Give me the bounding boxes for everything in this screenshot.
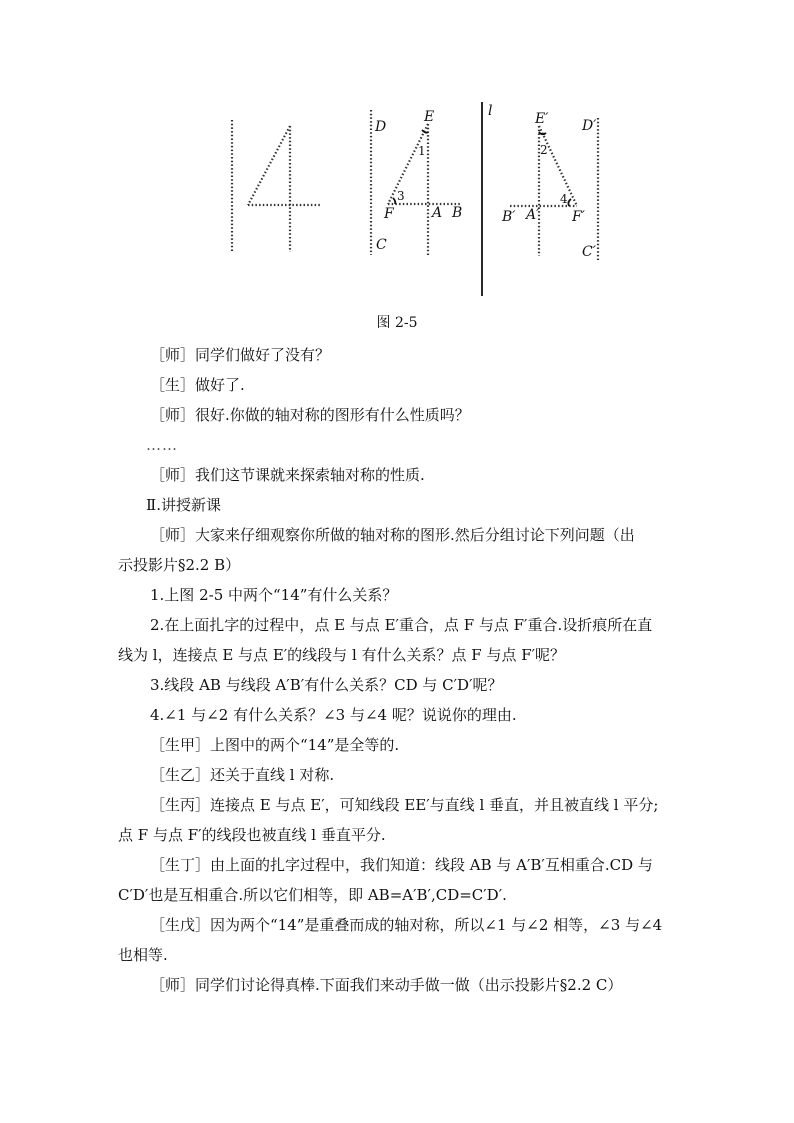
label-angle-4: 4: [560, 192, 568, 206]
segment-ef: [388, 124, 428, 204]
dialogue-line: ［师］我们这节课就来探索轴对称的性质.: [150, 466, 425, 484]
dialogue-line: ［师］同学们讨论得真棒.下面我们来动手做一做（出示投影片§2.2 C）: [150, 976, 623, 994]
figure-caption: 图 2-5: [376, 315, 418, 331]
figure-mirrored-14: [501, 111, 598, 260]
label-f-prime: F′: [572, 209, 585, 225]
dialogue-line: ［师］大家来仔细观察你所做的轴对称的图形.然后分组讨论下列问题（出: [150, 526, 635, 544]
label-d: D: [375, 119, 387, 135]
label-c-prime: C′: [582, 244, 596, 260]
label-e: E: [424, 109, 435, 125]
question-line: 1.上图 2-5 中两个“14”有什么关系？: [150, 586, 398, 604]
dialogue-line-continued: 点 F 与点 F′的线段也被直线 l 垂直平分.: [118, 826, 386, 844]
angle-1-arc: [422, 130, 428, 133]
segment-e2f2: [539, 126, 577, 206]
dialogue-line-continued: 示投影片§2.2 B）: [118, 556, 241, 574]
label-e-prime: E′: [535, 111, 549, 127]
lesson-body: [118, 340, 678, 1000]
digit-4-diagonal: [248, 126, 290, 205]
figure-2-5: [0, 0, 794, 340]
dialogue-line: ［生丙］连接点 E 与点 E′，可知线段 EE′与直线 l 垂直，并且被直线 l 平分;: [150, 796, 659, 814]
figure-14-diagram: [0, 0, 794, 340]
label-d-prime: D′: [582, 118, 597, 134]
label-angle-2: 2: [540, 143, 548, 157]
dialogue-line: ［师］同学们做好了没有？: [150, 346, 331, 364]
dialogue-line-continued: C′D′也是互相重合.所以它们相等，即 AB=A′B′,CD=C′D′.: [118, 886, 507, 904]
section-heading: Ⅱ.讲授新课: [146, 496, 221, 514]
dialogue-line: ［师］很好.你做的轴对称的图形有什么性质吗？: [150, 406, 470, 424]
question-line: 2.在上面扎字的过程中，点 E 与点 E′重合，点 F 与点 F′重合.设折痕所在直: [150, 616, 653, 634]
ellipsis-line: ……: [146, 436, 178, 454]
dialogue-line: ［生乙］还关于直线 l 对称.: [150, 766, 335, 784]
label-a: A: [432, 205, 443, 221]
dialogue-line: ［生戊］因为两个“14”是重叠而成的轴对称，所以∠1 与∠2 相等，∠3 与∠4: [150, 916, 663, 934]
label-angle-3: 3: [397, 189, 405, 203]
dialogue-line: ［生丁］由上面的扎字过程中，我们知道：线段 AB 与 A′B′互相重合.CD 与: [150, 856, 653, 874]
question-line: 3.线段 AB 与线段 A′B′有什么关系？CD 与 C′D′呢？: [150, 676, 503, 694]
label-angle-1: 1: [418, 144, 426, 158]
question-line: 4.∠1 与∠2 有什么关系？∠3 与∠4 呢？说说你的理由.: [150, 706, 517, 724]
label-b-prime: B′: [502, 209, 516, 225]
angle-3-arc: [393, 198, 395, 204]
figure-first-14: [232, 120, 320, 252]
label-c: C: [376, 237, 387, 253]
fold-line-l: [482, 102, 492, 296]
question-line-continued: 线为 l，连接点 E 与点 E′的线段与 l 有什么关系？点 F 与点 F′呢？: [118, 646, 566, 664]
label-f: F: [384, 206, 394, 222]
dialogue-line: ［生］做好了.: [150, 376, 245, 394]
label-b: B: [452, 205, 463, 221]
figure-second-14: [371, 109, 462, 255]
label-l: l: [488, 103, 493, 119]
dialogue-line-continued: 也相等.: [118, 946, 168, 964]
dialogue-line: ［生甲］上图中的两个“14”是全等的.: [150, 736, 400, 754]
label-a-prime: A′: [526, 207, 540, 223]
